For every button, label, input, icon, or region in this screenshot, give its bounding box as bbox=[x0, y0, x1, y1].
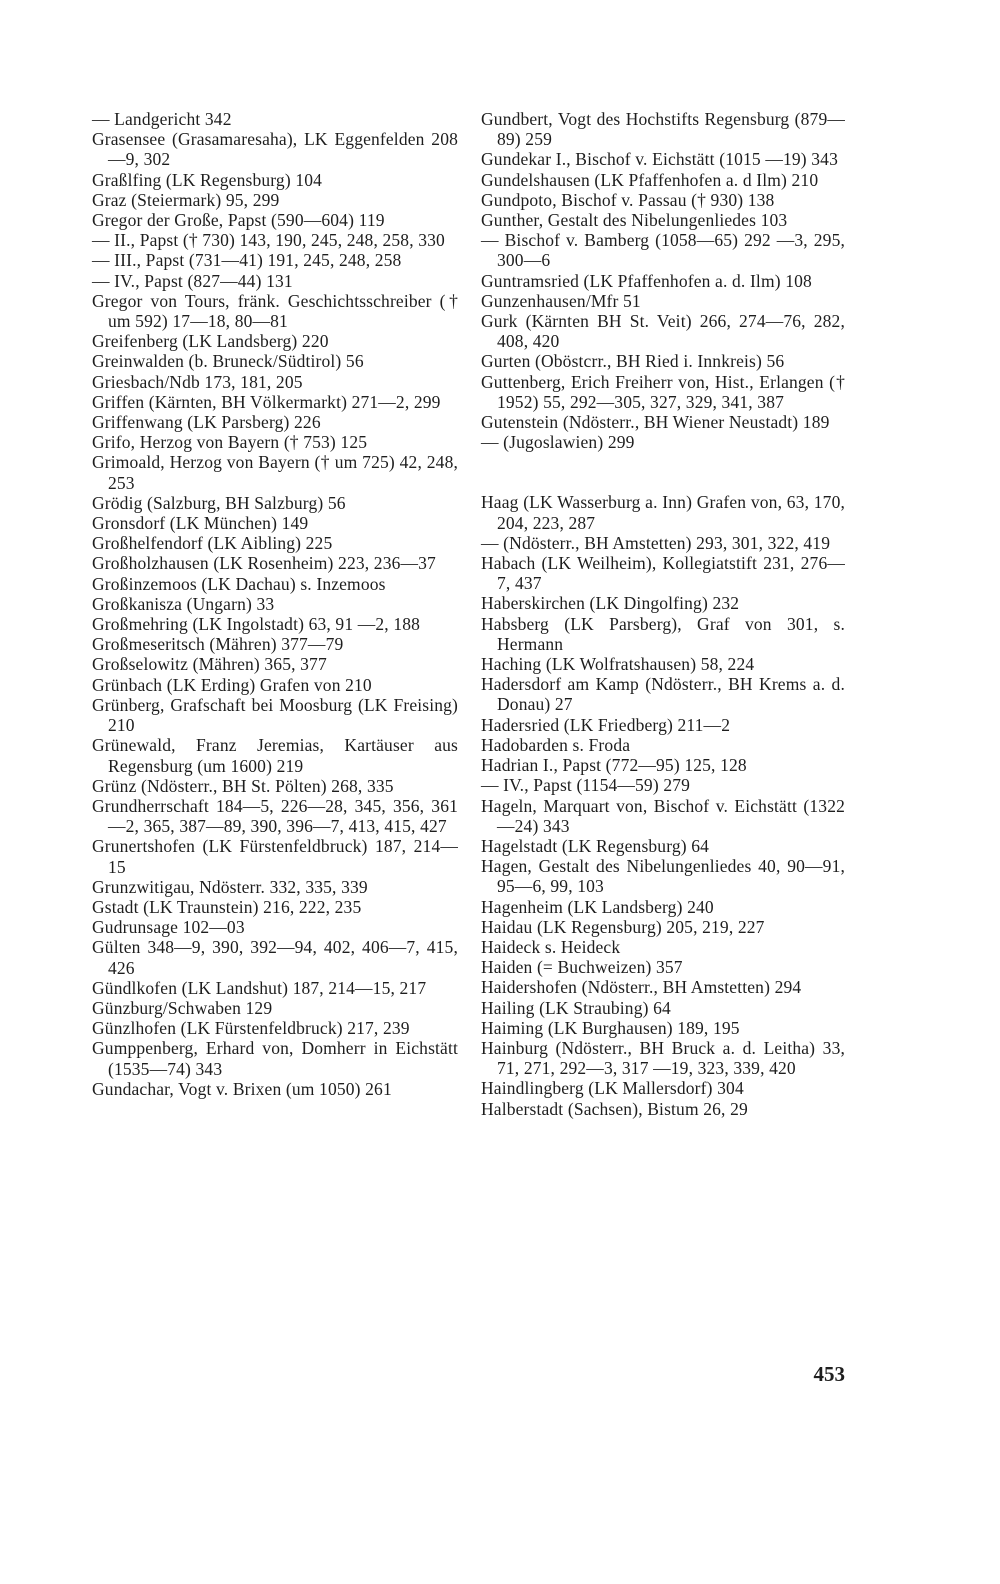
index-entry: Grasensee (Grasamaresaha), LK Eggenfelden 208—9, 302 bbox=[92, 129, 458, 170]
index-entry: Großselowitz (Mähren) 365, 377 bbox=[92, 654, 327, 675]
index-entry: Haching (LK Wolfratshausen) 58, 224 bbox=[481, 654, 755, 675]
page-number: 453 bbox=[813, 1362, 845, 1386]
index-entry: Gundelshausen (LK Pfaffenhofen a. d Ilm) 210 bbox=[481, 169, 819, 190]
index-entry: Hadobarden s. Froda bbox=[481, 734, 631, 755]
index-entry: Gunzenhausen/Mfr 51 bbox=[481, 290, 641, 311]
index-entry: Haidau (LK Regensburg) 205, 219, 227 bbox=[481, 916, 765, 937]
index-entry: Gündlkofen (LK Landshut) 187, 214—15, 217 bbox=[92, 977, 427, 998]
index-entry: — Bischof v. Bamberg (1058—65) 292 —3, 295, 300—6 bbox=[481, 230, 845, 271]
index-entry: Grünbach (LK Erding) Grafen von 210 bbox=[92, 674, 372, 695]
index-entry: Gurk (Kärnten BH St. Veit) 266, 274—76, 282, 408, 420 bbox=[481, 311, 845, 352]
index-entry: Gundachar, Vogt v. Brixen (um 1050) 261 bbox=[92, 1078, 392, 1099]
index-entry: Gundbert, Vogt des Hochstifts Regensburg (879—89) 259 bbox=[481, 109, 845, 150]
index-entry: — IV., Papst (827—44) 131 bbox=[92, 270, 293, 291]
index-entry: Halberstadt (Sachsen), Bistum 26, 29 bbox=[481, 1098, 748, 1119]
index-entry: Graßlfing (LK Regensburg) 104 bbox=[92, 169, 323, 190]
index-entry: Habsberg (LK Parsberg), Graf von 301, s. Hermann bbox=[481, 613, 845, 654]
index-entry: Günzlhofen (LK Fürstenfeldbruck) 217, 239 bbox=[92, 1018, 410, 1039]
index-entry: Griffen (Kärnten, BH Völkermarkt) 271—2, 299 bbox=[92, 391, 441, 412]
index-entry: Haberskirchen (LK Dingolfing) 232 bbox=[481, 593, 740, 614]
index-entry: Guntramsried (LK Pfaffenhofen a. d. Ilm) 108 bbox=[481, 270, 812, 291]
index-entry: Hadersried (LK Friedberg) 211—2 bbox=[481, 714, 731, 735]
index-entry: — III., Papst (731—41) 191, 245, 248, 258 bbox=[92, 250, 402, 271]
index-entry: Gurten (Oböstcrr., BH Ried i. Innkreis) 56 bbox=[481, 351, 785, 372]
index-entry: Gunther, Gestalt des Nibelungenliedes 103 bbox=[481, 210, 788, 231]
index-entry: Großmeseritsch (Mähren) 377—79 bbox=[92, 634, 344, 655]
index-entry: — (Ndösterr., BH Amstetten) 293, 301, 322, 419 bbox=[481, 532, 831, 553]
index-entry: Hadrian I., Papst (772—95) 125, 128 bbox=[481, 755, 747, 776]
index-entry: Grundherrschaft 184—5, 226—28, 345, 356, 361—2, 365, 387—89, 390, 396—7, 413, 415, 427 bbox=[92, 795, 458, 837]
index-entry: Grifo, Herzog von Bayern († 753) 125 bbox=[92, 432, 368, 453]
index-entry: Gutenstein (Ndösterr., BH Wiener Neustadt) 189 bbox=[481, 412, 830, 433]
index-column-left bbox=[92, 109, 458, 1099]
letter-section-gap bbox=[481, 452, 845, 492]
index-entry: Großmehring (LK Ingolstadt) 63, 91 —2, 188 bbox=[92, 614, 421, 635]
index-column-right bbox=[481, 109, 845, 1119]
index-entry: Gundpoto, Bischof v. Passau († 930) 138 bbox=[481, 189, 775, 210]
index-entry: Gülten 348—9, 390, 392—94, 402, 406—7, 415, 426 bbox=[92, 937, 458, 978]
index-entry: Griesbach/Ndb 173, 181, 205 bbox=[92, 371, 303, 392]
index-entry: Grünz (Ndösterr., BH St. Pölten) 268, 335 bbox=[92, 775, 394, 796]
index-entry: Grimoald, Herzog von Bayern († um 725) 42, 248, 253 bbox=[92, 452, 458, 493]
index-entry: Graz (Steiermark) 95, 299 bbox=[92, 189, 280, 210]
index-entry: — (Jugoslawien) 299 bbox=[481, 432, 635, 453]
index-entry: Gregor der Große, Papst (590—604) 119 bbox=[92, 210, 385, 231]
index-entry: Habach (LK Weilheim), Kollegiatstift 231, 276—7, 437 bbox=[481, 553, 845, 594]
index-entry: Hadersdorf am Kamp (Ndösterr., BH Krems a. d. Donau) 27 bbox=[481, 674, 845, 715]
index-entry: Griffenwang (LK Parsberg) 226 bbox=[92, 412, 321, 433]
index-entry: Gundekar I., Bischof v. Eichstätt (1015 —19) 343 bbox=[481, 149, 838, 170]
index-entry: Großholzhausen (LK Rosenheim) 223, 236—37 bbox=[92, 553, 436, 574]
index-entry: Großinzemoos (LK Dachau) s. Inzemoos bbox=[92, 573, 386, 594]
index-entry: Gumppenberg, Erhard von, Domherr in Eichstätt (1535—74) 343 bbox=[92, 1038, 458, 1079]
index-entry: Greifenberg (LK Landsberg) 220 bbox=[92, 331, 329, 352]
index-entry: Greinwalden (b. Bruneck/Südtirol) 56 bbox=[92, 351, 364, 372]
index-entry: Grunertshofen (LK Fürstenfeldbruck) 187, 214—15 bbox=[92, 836, 458, 877]
index-entry: Gudrunsage 102—03 bbox=[92, 917, 245, 938]
index-entry: Hagenheim (LK Landsberg) 240 bbox=[481, 896, 714, 917]
index-entry: Günzburg/Schwaben 129 bbox=[92, 997, 273, 1018]
index-entry: Haiming (LK Burghausen) 189, 195 bbox=[481, 1017, 740, 1038]
index-entry: — IV., Papst (1154—59) 279 bbox=[481, 775, 691, 796]
index-entry: Gronsdorf (LK München) 149 bbox=[92, 513, 309, 534]
index-entry: Hailing (LK Straubing) 64 bbox=[481, 997, 671, 1018]
index-entry: Haindlingberg (LK Mallersdorf) 304 bbox=[481, 1078, 744, 1099]
index-entry: Guttenberg, Erich Freiherr von, Hist., Erlangen († 1952) 55, 292—305, 327, 329, 341, 387 bbox=[481, 371, 845, 412]
index-entry: Gstadt (LK Traunstein) 216, 222, 235 bbox=[92, 896, 362, 917]
index-entry: Hainburg (Ndösterr., BH Bruck a. d. Leitha) 33, 71, 271, 292—3, 317 —19, 323, 339, 420 bbox=[481, 1037, 845, 1079]
index-entry: — II., Papst († 730) 143, 190, 245, 248, 258, 330 bbox=[92, 230, 445, 251]
index-entry: Gregor von Tours, fränk. Geschichtsschreiber († um 592) 17—18, 80—81 bbox=[92, 290, 458, 332]
index-entry: Grunzwitigau, Ndösterr. 332, 335, 339 bbox=[92, 876, 368, 897]
index-entry: — Landgericht 342 bbox=[92, 109, 232, 129]
index-entry: Großkanisza (Ungarn) 33 bbox=[92, 593, 275, 614]
index-entry: Grünberg, Grafschaft bei Moosburg (LK Freising) 210 bbox=[92, 694, 458, 736]
index-entry: Haideck s. Heideck bbox=[481, 936, 621, 957]
index-entry: Hagen, Gestalt des Nibelungenliedes 40, 90—91, 95—6, 99, 103 bbox=[481, 856, 845, 897]
index-entry: Großhelfendorf (LK Aibling) 225 bbox=[92, 533, 333, 554]
index-entry: Grödig (Salzburg, BH Salzburg) 56 bbox=[92, 492, 346, 513]
index-entry: Haiden (= Buchweizen) 357 bbox=[481, 957, 683, 978]
index-entry: Haag (LK Wasserburg a. Inn) Grafen von, 63, 170, 204, 223, 287 bbox=[481, 492, 845, 533]
index-entry: Hagelstadt (LK Regensburg) 64 bbox=[481, 835, 710, 856]
index-entry: Hageln, Marquart von, Bischof v. Eichstätt (1322—24) 343 bbox=[481, 795, 845, 836]
index-entry: Haidershofen (Ndösterr., BH Amstetten) 294 bbox=[481, 977, 802, 998]
index-entry: Grünewald, Franz Jeremias, Kartäuser aus Regensburg (um 1600) 219 bbox=[92, 735, 458, 776]
